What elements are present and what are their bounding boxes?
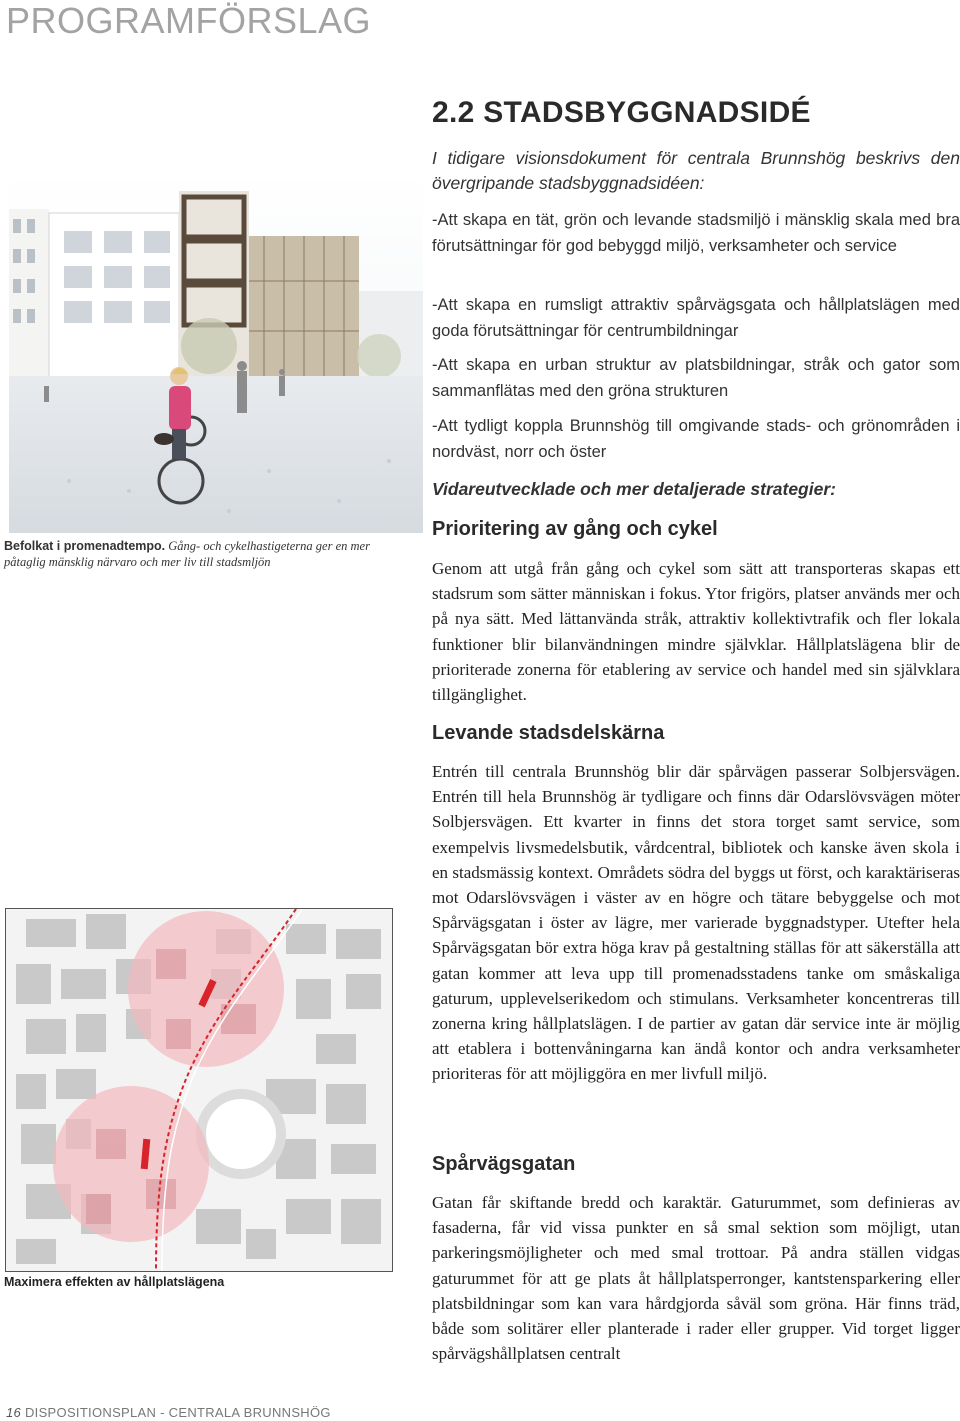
street-scene-illustration xyxy=(9,171,423,533)
strategies-heading: Vidareutvecklade och mer detaljerade strategier: xyxy=(432,479,836,499)
photo-caption-lead: Befolkat i promenadtempo. xyxy=(4,539,166,553)
strategy-text-district-core: Entrén till centrala Brunnshög blir där spårvägen passerar Solbjersvägen. Entrén till hela Brunnshög är tydligare och finns där Odarslövsvägen möter Solbjersvägen. Ett kvarter in finns det stora torget samt service, som exempelvis livsmedelsbutik, vårdcentral, bibliotek och kanske även skola i en stadsmässig kontext. Områdets södra del byggs ut först, och karaktäriseras mot Odarslövsvägen i väster av en högre och tätare bebyggelse och mot Spårvägsgatan i öster av lägre, mer varierade byggnadstyper. Utefter hela Spårvägsgatan bör extra höga krav på gestaltning ställas för att säkerställa att gatan kommer att leva upp till promenadsstadens tanke om småskaliga gaturum, upplevelserikedom och stimulans. Verksamheter koncentreras till zonerna kring hållplatslägen. I de partier av gatan där service inte är möjlig att etablera i bottenvåningarna kan ändå kontor och andra verksamheter prioriteras för att möjliggöra en mer livfull miljö. xyxy=(432,762,960,1084)
page-header: PROGRAMFÖRSLAG xyxy=(6,0,372,41)
vision-bullet: -Att skapa en rumsligt attraktiv spårvägsgata och hållplatslägen med goda förutsättningar för centrumbildningar xyxy=(432,296,960,340)
strategy-text-walking-cycling: Genom att utgå från gång och cykel som sätt att transporteras skapas ett stadsrum som sätter människan i fokus. Ytor frigörs, platser används mer och på nya sätt. Med lättanvända stråk, attraktiv kollektivtrafik och fler lokala funktioner blir bilanvändningen mindre självklar. Hållplatslägena blir de prioriterade zonerna för etablering av service och handel med sin självklara tillgänglighet. xyxy=(432,559,960,705)
intro-text: I tidigare visionsdokument för centrala Brunnshög beskrivs den övergripande stadsbyggnadsidéen: xyxy=(432,148,960,193)
strategy-text-tram-street: Gatan får skiftande bredd och karaktär. Gaturummet, som definieras av fasaderna, får vid vissa punkter en så smal sektion som möjligt, utan parkeringsmöjligheter och med smal trottoar. På andra ställen vidgas gaturummet för att ge plats åt hållplatsperronger, kantstensparkering eller platsbildningar som kan vara hårdgjorda såväl som gröna. Här finns träd, både som solitärer eller planterade i rader eller grupper. Vid torget ligger spårvägshållplatsen centralt xyxy=(432,1193,960,1364)
document-title: DISPOSITIONSPLAN - CENTRALA BRUNNSHÖG xyxy=(24,1405,331,1420)
station-zone-map xyxy=(5,908,393,1272)
photo-caption xyxy=(4,538,384,570)
strategy-heading-tram-street: Spårvägsgatan xyxy=(432,1153,576,1175)
section-title: 2.2 STADSBYGGNADSIDÉ xyxy=(432,96,811,129)
page-footer xyxy=(6,1405,331,1420)
vision-bullet: -Att skapa en tät, grön och levande stadsmiljö i mänsklig skala med bra förutsättningar för god bebyggd miljö, verksamheter och service xyxy=(432,211,960,255)
page-number: 16 xyxy=(6,1405,22,1420)
strategy-heading-district-core: Levande stadsdelskärna xyxy=(432,722,665,744)
vision-bullet: -Att tydligt koppla Brunnshög till omgivande stads- och grönområden i nordväst, norr och öster xyxy=(432,417,960,461)
vision-bullet: -Att skapa en urban struktur av platsbildningar, stråk och gator som sammanflätas med den gröna strukturen xyxy=(432,356,960,400)
map-caption: Maximera effekten av hållplatslägena xyxy=(4,1275,225,1289)
strategy-heading-walking-cycling: Prioritering av gång och cykel xyxy=(432,518,718,540)
photo-caption-text: Gång- och cykelhastigeterna ger en mer påtaglig mänsklig närvaro och mer liv till stadsmljön xyxy=(4,539,370,569)
